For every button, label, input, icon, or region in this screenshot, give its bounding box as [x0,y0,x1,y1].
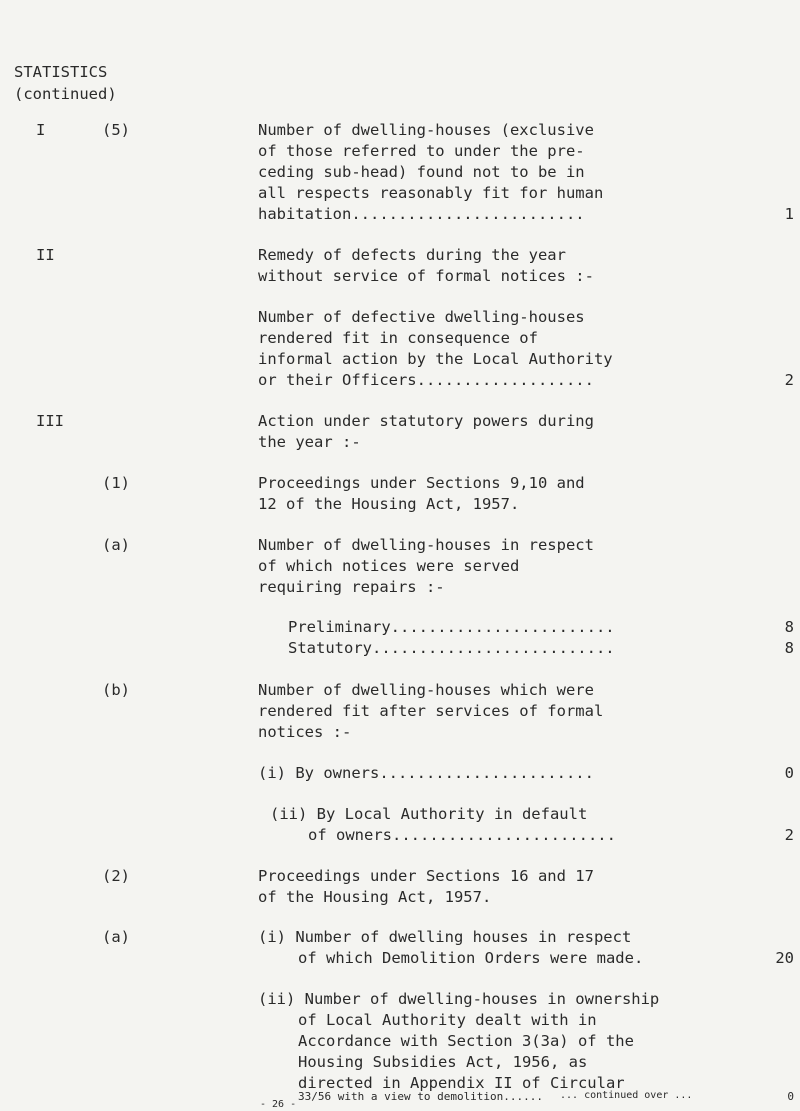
value-demolition-ownership: 0 [787,1090,794,1103]
continued-over: ... continued over ... [560,1090,693,1101]
marker-b: (b) [102,681,130,699]
text-line: Proceedings under Sections 9,10 and [258,474,585,492]
marker-2: (2) [102,867,130,885]
text-line: all respects reasonably fit for human [258,184,604,202]
text-line: Proceedings under Sections 16 and 17 [258,867,594,885]
text-line: of which notices were served [258,557,520,575]
text-line: rendered fit after services of formal [258,702,604,720]
text-line: 33/56 with a view to demolition...... [298,1090,544,1103]
header-continued: (continued) [14,85,117,103]
statutory-line: Statutory.......................... [288,639,615,657]
text-line: of the Housing Act, 1957. [258,888,492,906]
text-line: without service of formal notices :- [258,267,594,285]
value-informal-action: 2 [784,371,794,389]
text-line: of owners........................ [308,826,616,844]
value-demolition-orders: 20 [775,949,794,967]
text-line: informal action by the Local Authority [258,350,613,368]
roman-I: I [36,121,46,139]
marker-5: (5) [102,121,130,139]
text-line: Number of dwelling-houses in respect [258,536,594,554]
value-statutory: 8 [784,639,794,657]
marker-a: (a) [102,536,130,554]
text-line: of those referred to under the pre- [258,142,585,160]
header-title: STATISTICS [14,63,108,81]
text-line: rendered fit in consequence of [258,329,538,347]
text-line: or their Officers................... [258,371,594,389]
text-line: Accordance with Section 3(3a) of the [298,1032,634,1050]
text-line: 12 of the Housing Act, 1957. [258,495,520,513]
text-line: the year :- [258,433,361,451]
text-line: (ii) Number of dwelling-houses in ownership [258,990,660,1008]
value-by-owners: 0 [784,764,794,782]
roman-III: III [36,412,64,430]
text-line: Action under statutory powers during [258,412,594,430]
value-preliminary: 8 [784,618,794,636]
text-line: Number of dwelling-houses (exclusive [258,121,594,139]
marker-1: (1) [102,474,130,492]
text-line: requiring repairs :- [258,578,445,596]
marker-a2: (a) [102,928,130,946]
preliminary-line: Preliminary........................ [288,618,615,636]
value-unfit-houses: 1 [784,205,794,223]
page-number: - 26 - [260,1099,297,1110]
text-line: directed in Appendix II of Circular [298,1074,625,1092]
by-owners-line: (i) By owners....................... [258,764,594,782]
text-line: (ii) By Local Authority in default [270,805,588,823]
text-line: of which Demolition Orders were made. [298,949,644,967]
text-line: Number of dwelling-houses which were [258,681,594,699]
value-by-local-authority: 2 [784,826,794,844]
text-line: ceding sub-head) found not to be in [258,163,585,181]
text-line: notices :- [258,723,352,741]
text-line: of Local Authority dealt with in [298,1011,597,1029]
text-line: Number of defective dwelling-houses [258,308,585,326]
text-line: Housing Subsidies Act, 1956, as [298,1053,588,1071]
text-line: (i) Number of dwelling houses in respect [258,928,632,946]
text-line: Remedy of defects during the year [258,246,566,264]
text-line: habitation......................... [258,205,585,223]
roman-II: II [36,246,55,264]
